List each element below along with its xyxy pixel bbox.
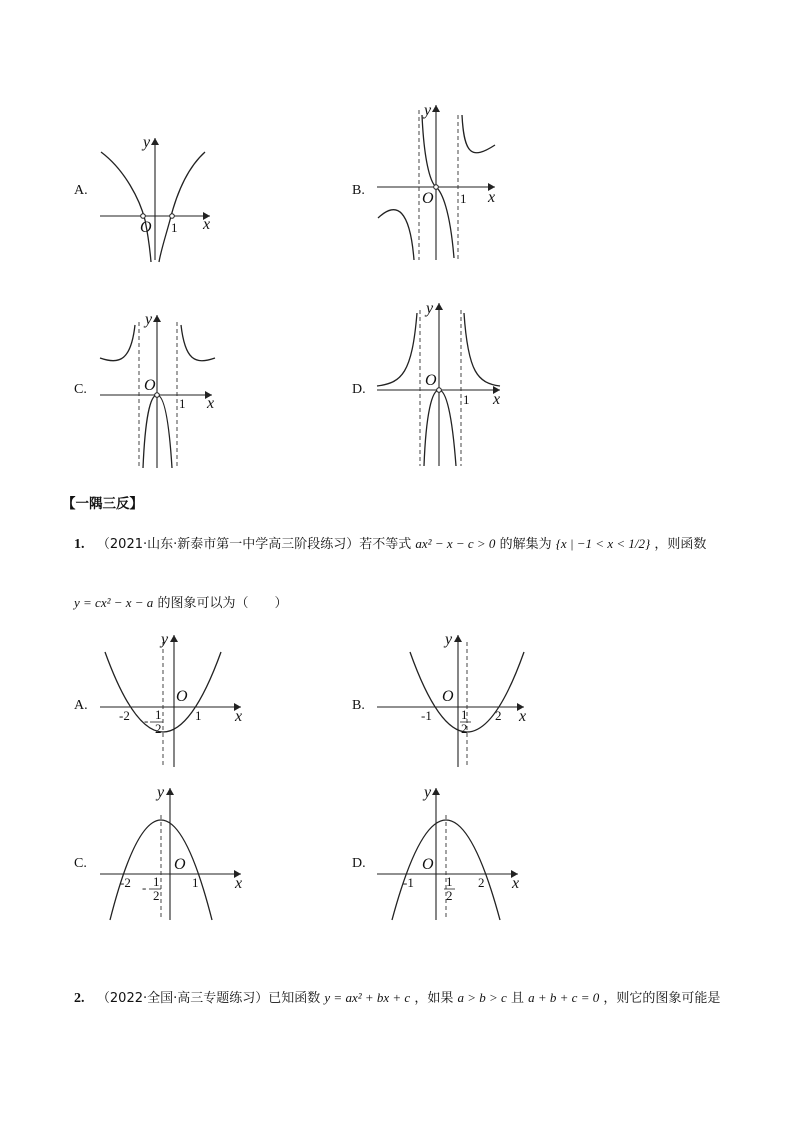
q1-graph-option-c — [95, 785, 250, 925]
question-2-source: （2022·全国·高三专题练习）已知函数 — [96, 991, 321, 1006]
y-arrow — [432, 788, 440, 795]
tick-neg-two: -2 — [120, 875, 131, 890]
x-label: x — [488, 189, 496, 206]
one-label: 1 — [460, 191, 467, 206]
right-branch — [462, 115, 495, 153]
q1-option-c-label[interactable]: C. — [74, 856, 87, 871]
origin-point — [434, 185, 439, 190]
y-label: y — [445, 631, 453, 648]
graph-option-b — [372, 100, 507, 265]
graph-option-d — [372, 298, 507, 468]
one-label: 1 — [179, 396, 186, 411]
graph-option-c — [95, 310, 225, 470]
tick-neg-half-sign: - — [144, 713, 149, 728]
tick-half-den: 2 — [461, 721, 468, 736]
parabola — [392, 820, 500, 920]
tick-neg-half-num: 1 — [153, 874, 160, 889]
root-right — [170, 214, 175, 219]
y-arrow — [435, 303, 443, 310]
tick-neg-half-sign: - — [142, 880, 147, 895]
y-arrow — [153, 315, 161, 322]
question-1-line-1 — [74, 533, 706, 553]
question-1-question: 的图象可以为（ ） — [157, 596, 288, 611]
left-curve — [101, 152, 151, 262]
origin-label: O — [174, 856, 186, 873]
x-label: x — [203, 216, 211, 233]
question-1-line-2 — [74, 592, 287, 611]
tick-neg-one: -1 — [403, 875, 414, 890]
y-arrow — [166, 788, 174, 795]
q1-option-a-label[interactable]: A. — [74, 698, 88, 713]
question-2-tail: ，则它的图象可能是 — [603, 991, 721, 1006]
option-a-label[interactable]: A. — [74, 183, 88, 198]
y-arrow — [454, 635, 462, 642]
question-1-source: （2021·山东·新泰市第一中学高三阶段练习）若不等式 — [96, 537, 412, 552]
origin-label: O — [422, 856, 434, 873]
tick-two: 2 — [495, 708, 502, 723]
origin-label: O — [442, 688, 454, 705]
question-1-middle: 的解集为 — [499, 537, 552, 552]
origin-label: O — [425, 372, 437, 389]
x-label: x — [519, 708, 527, 725]
x-label: x — [235, 875, 243, 892]
left-branch — [377, 313, 417, 386]
tick-neg-two: -2 — [119, 708, 130, 723]
x-label: x — [207, 395, 215, 412]
question-2-middle-2: 且 — [510, 991, 524, 1006]
q1-option-b-label[interactable]: B. — [352, 698, 365, 713]
question-2-number: 2. — [74, 991, 85, 1006]
q1-graph-option-a — [95, 632, 250, 772]
tick-half-num: 1 — [461, 707, 468, 722]
q1-option-d-label[interactable]: D. — [352, 856, 366, 871]
question-1-inequality: ax² − x − c > 0 — [415, 536, 496, 551]
x-label: x — [493, 391, 501, 408]
origin-label: O — [422, 190, 434, 207]
question-1-number: 1. — [74, 537, 85, 552]
y-label: y — [424, 784, 432, 801]
y-label: y — [161, 631, 169, 648]
origin-label: O — [176, 688, 188, 705]
origin-label: O — [140, 219, 152, 236]
option-c-label[interactable]: C. — [74, 382, 87, 397]
tick-half-den: 2 — [446, 888, 453, 903]
question-1-solution-set: {x | −1 < x < 1/2} — [555, 536, 651, 551]
tick-neg-half-den: 2 — [153, 888, 160, 903]
question-1-function: y = cx² − x − a — [74, 595, 154, 610]
y-arrow — [432, 105, 440, 112]
q1-graph-option-d — [372, 785, 527, 925]
option-d-label[interactable]: D. — [352, 382, 366, 397]
question-2-condition-1: a > b > c — [457, 990, 507, 1005]
tick-neg-half-den: 2 — [155, 721, 162, 736]
y-label: y — [143, 134, 151, 151]
graph-option-a — [95, 130, 225, 265]
question-2-middle-1: ，如果 — [414, 991, 454, 1006]
y-label: y — [145, 311, 153, 328]
y-label: y — [426, 300, 434, 317]
right-branch — [464, 313, 500, 386]
tick-half-num: 1 — [446, 874, 453, 889]
y-arrow — [170, 635, 178, 642]
y-label: y — [424, 102, 432, 119]
tick-one: 1 — [192, 875, 199, 890]
tick-two: 2 — [478, 875, 485, 890]
parabola — [110, 820, 212, 920]
section-title: 【一隅三反】 — [62, 496, 143, 512]
middle-branch — [424, 390, 456, 466]
q1-graph-option-b — [372, 632, 532, 772]
question-1-tail: ，则函数 — [654, 537, 707, 552]
right-curve — [159, 152, 205, 262]
tick-one: 1 — [195, 708, 202, 723]
question-2-function: y = ax² + bx + c — [324, 990, 411, 1005]
x-label: x — [235, 708, 243, 725]
left-branch — [378, 210, 414, 260]
question-2-line — [74, 987, 720, 1007]
y-label: y — [157, 784, 165, 801]
one-label: 1 — [171, 220, 178, 235]
y-arrow — [151, 138, 159, 145]
origin-point — [437, 388, 442, 393]
option-b-label[interactable]: B. — [352, 183, 365, 198]
left-branch — [100, 325, 135, 361]
right-branch — [181, 325, 215, 361]
x-label: x — [512, 875, 520, 892]
origin-label: O — [144, 377, 156, 394]
tick-neg-half-num: 1 — [155, 707, 162, 722]
tick-neg-one: -1 — [421, 708, 432, 723]
question-2-condition-2: a + b + c = 0 — [528, 990, 600, 1005]
one-label: 1 — [463, 392, 470, 407]
root-left — [141, 214, 146, 219]
